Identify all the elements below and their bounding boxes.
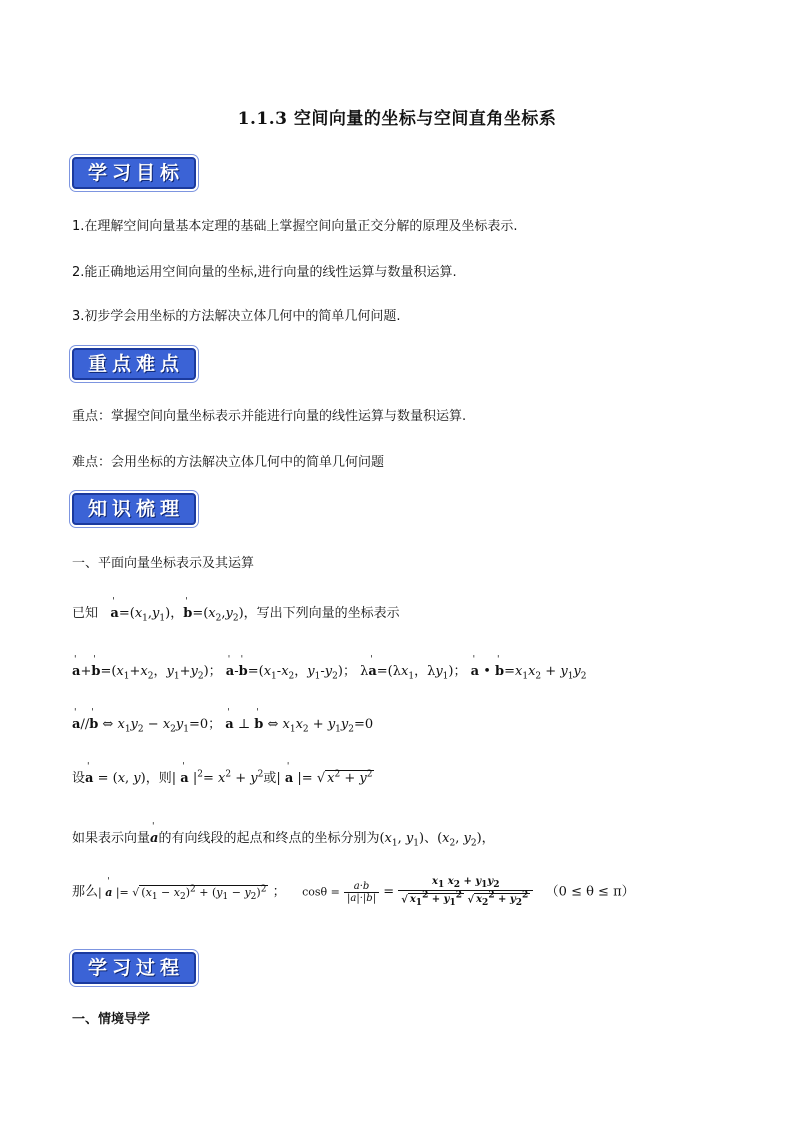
known-prefix: 已知 [72, 606, 99, 621]
then-label: 那么 [72, 884, 99, 900]
len-or: 或 [263, 771, 277, 786]
distance-angle-line: 那么| ' a |= √ $(x_1 - x_2)^2 + (y_1 - y_2)^2$ ； cosθ = $\frac{a\cdot b}{|a|\cdot|b|}$ = $\frac{x_1 x_2 + y_1y_2}{√ x_1^2 + y_1^2 √ x_2^2 + y_2^2}$ （0 ≤ θ ≤ π） [72, 876, 635, 908]
angle-range: （0 ≤ θ ≤ π） [545, 884, 635, 900]
parallel-perpendicular-line: ' a//' b ⇔ $x_1y_2 - x_2y_1=0$； ' a ⊥ ' b ⇔ $x_1x_2 + y_1y_2=0$ [72, 713, 373, 735]
key-point: 重点：掌握空间向量坐标表示并能进行向量的线性运算与数量积运算. [72, 409, 467, 424]
vector-length-line: 设' a = (x, y)，则| ' a $|^2= x^2 + y^2$或| ' a |= √ $x^2 + y^2$ [72, 767, 374, 786]
endpoint-line: 如果表示向量' a的有向线段的起点和终点的坐标分别为($x_1$, $y_1$)、($x_2$, $y_2$)， [72, 827, 495, 849]
goal-item-3: 3.初步学会用坐标的方法解决立体几何中的简单几何问题. [72, 309, 401, 324]
section-badge-knowledge: 知识梳理 [72, 493, 196, 525]
process-heading: 一、情境导学 [72, 1012, 151, 1027]
section-badge-goals: 学习目标 [72, 157, 196, 189]
goal-item-2: 2.能正确地运用空间向量的坐标,进行向量的线性运算与数量积运算. [72, 265, 457, 280]
cos-fraction-right: $\frac{x_1 x_2 + y_1y_2}{√ x_1^2 + y_1^2 √ x_2^2 + y_2^2}$ [398, 876, 533, 908]
cos-fraction-left: $\frac{a\cdot b}{|a|\cdot|b|}$ [344, 881, 379, 904]
vector-operations-line: ' a+' $b=(x_1+x_2$，$y_1+y_2$)； ' a-' $b=(x_1-x_2$，$y_1-y_2$)； λ' $a=(\lambda x_1$，$\lambda y_1$)； ' a • ' $b=x_1x_2 + y_1y_2$ [72, 660, 587, 682]
page-title: 1.1.3 空间向量的坐标与空间直角坐标系 [237, 109, 557, 129]
endpoint-sep: 、 [424, 831, 438, 846]
section-badge-key: 重点难点 [72, 348, 196, 380]
endpoint-text: 如果表示向量 [72, 831, 151, 846]
knowledge-heading: 一、平面向量坐标表示及其运算 [72, 556, 255, 571]
known-suffix: ，写出下列向量的坐标表示 [243, 606, 400, 621]
vector-a-coords: ' $a=(x_1,y_1)$，' $b=(x_2,y_2)$ [102, 606, 244, 621]
len-prefix: 设 [72, 771, 86, 786]
cos-label: cosθ = [302, 885, 340, 899]
endpoint-end: ， [481, 831, 495, 846]
known-vectors-line [72, 602, 400, 624]
goal-item-1: 1.在理解空间向量基本定理的基础上掌握空间向量正交分解的原理及坐标表示. [72, 219, 518, 234]
section-badge-process: 学习过程 [72, 952, 196, 984]
len-mid: ，则 [145, 771, 172, 786]
difficulty-point: 难点：会用坐标的方法解决立体几何中的简单几何问题 [72, 455, 385, 470]
endpoint-text-2: 的有向线段的起点和终点的坐标分别为 [158, 831, 380, 846]
